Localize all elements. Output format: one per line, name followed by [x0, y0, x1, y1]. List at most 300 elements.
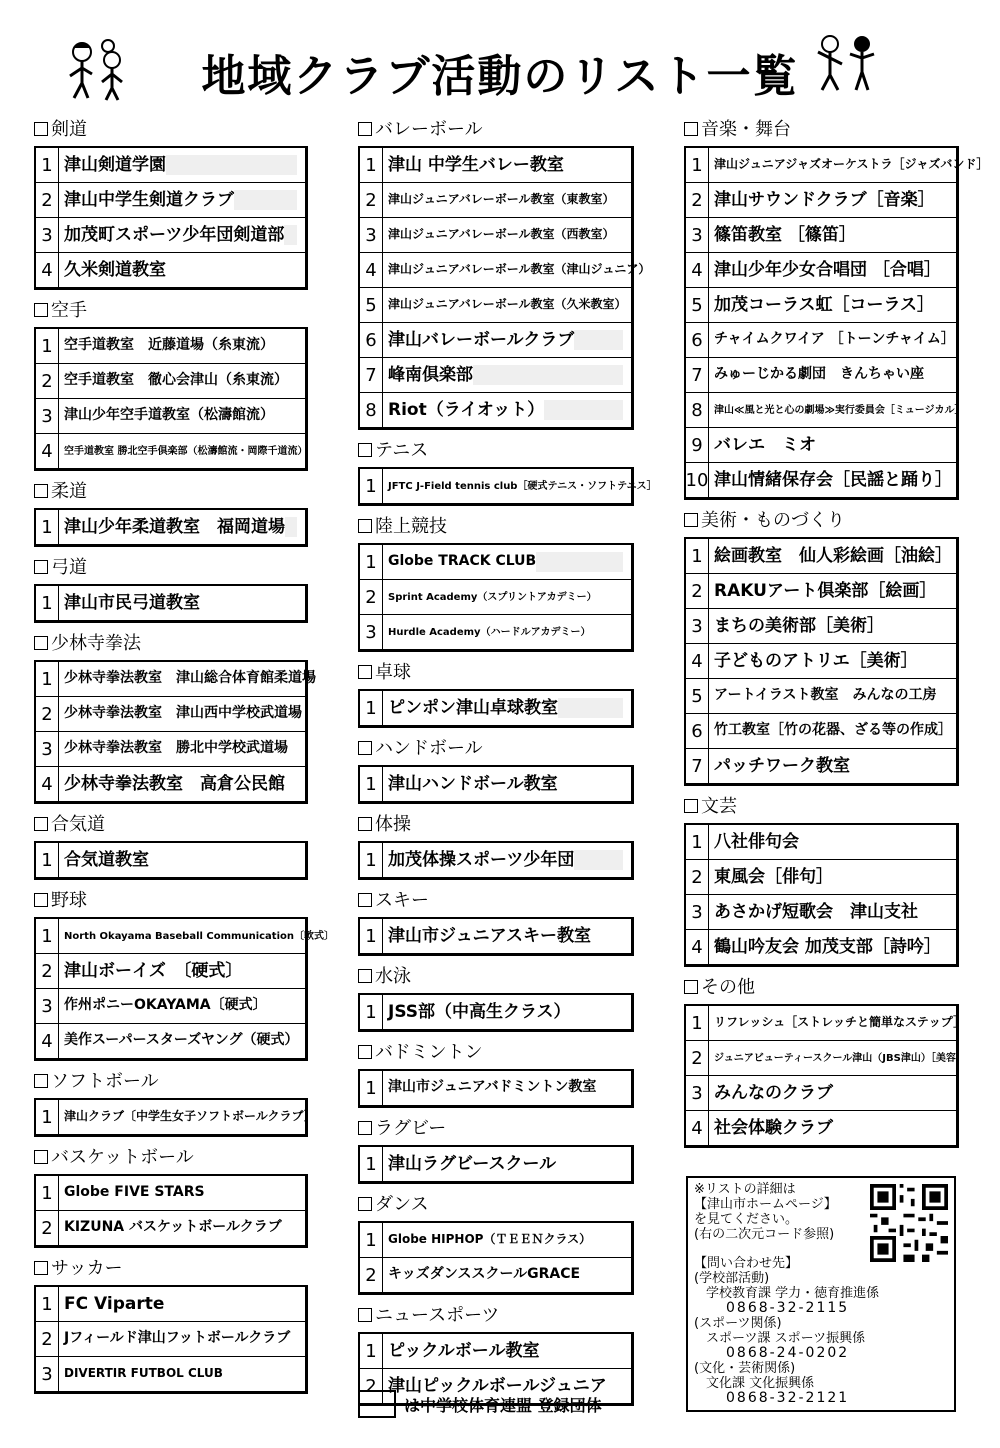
- legend-swatch: [358, 1390, 396, 1418]
- club-number: 1: [360, 767, 383, 801]
- club-row: [686, 1076, 956, 1111]
- club-row: [360, 148, 631, 183]
- club-name: まちの美術部［美術］: [714, 615, 884, 636]
- contact-1-heading: (学校部活動): [694, 1271, 770, 1286]
- club-number: 2: [686, 1041, 709, 1075]
- club-number: 3: [686, 218, 709, 252]
- club-name: 津山バレーボールクラブ: [388, 329, 575, 350]
- club-row: [360, 919, 631, 953]
- club-name: 少林寺拳法教室 高倉公民館: [64, 773, 285, 794]
- club-name: 加茂体操スポーツ少年団: [388, 849, 575, 870]
- section-title: 剣道: [51, 119, 87, 140]
- club-number: 1: [360, 469, 383, 503]
- club-row: [686, 574, 956, 609]
- club-list: [358, 765, 634, 804]
- club-row: [360, 580, 631, 615]
- registered-marker: [285, 517, 297, 537]
- contact-1-dept: 学校教育課 学力・徳育推進係: [706, 1286, 880, 1301]
- club-name: North Okayama Baseball Communication〔軟式〕: [64, 930, 334, 942]
- section-heading: [358, 737, 634, 761]
- club-number: 1: [36, 1176, 59, 1210]
- club-number: 1: [36, 586, 59, 620]
- club-row: [360, 288, 631, 323]
- section-title: 水泳: [375, 966, 411, 987]
- section-title: 音楽・舞台: [701, 119, 791, 140]
- section-title: バスケットボール: [51, 1147, 194, 1168]
- club-list: [34, 1098, 316, 1137]
- section-heading: [358, 1117, 634, 1141]
- club-row: [360, 1071, 631, 1105]
- checkbox-icon[interactable]: [358, 519, 372, 533]
- section-title: ハンドボール: [375, 738, 483, 759]
- club-row: [686, 358, 956, 393]
- section-title: 卓球: [375, 662, 411, 683]
- section-title: スキー: [375, 890, 429, 911]
- checkbox-icon[interactable]: [358, 1197, 372, 1211]
- club-name: 津山ジュニアバレーボール教室（津山ジュニア）: [388, 262, 651, 277]
- club-name: JFTC J-Field tennis club［硬式テニス・ソフトテニス］: [388, 480, 657, 492]
- club-number: 1: [360, 691, 383, 725]
- club-row: [360, 1334, 631, 1369]
- section-heading: [34, 299, 308, 323]
- club-number: 4: [36, 253, 59, 287]
- section-heading: [358, 889, 634, 913]
- club-row: [686, 539, 956, 574]
- club-list: [358, 146, 651, 430]
- club-name: アートイラスト教室 みんなの工房: [714, 687, 937, 704]
- section-heading: [34, 1257, 308, 1281]
- checkbox-icon[interactable]: [358, 741, 372, 755]
- kids-illustration-right-icon: [810, 30, 880, 95]
- club-name: Jフィールド津山フットボールクラブ: [64, 1330, 291, 1347]
- club-name: 少林寺拳法教室 津山西中学校武道場: [64, 705, 302, 722]
- club-name: 津山ハンドボール教室: [388, 773, 558, 794]
- club-number: 2: [36, 1322, 59, 1356]
- section-heading: [358, 439, 634, 463]
- club-row: [686, 609, 956, 644]
- club-row: [36, 364, 305, 399]
- registered-marker: [558, 698, 623, 718]
- club-name: 津山ジュニアジャズオーケストラ［ジャズバンド］: [714, 157, 989, 172]
- club-number: 4: [686, 930, 709, 964]
- checkbox-icon[interactable]: [358, 817, 372, 831]
- club-row: [686, 644, 956, 679]
- section-title: 弓道: [51, 557, 87, 578]
- club-name: 津山情緒保存会［民謡と踊り］: [714, 469, 952, 490]
- club-number: 7: [686, 358, 709, 392]
- club-number: 1: [36, 1100, 59, 1134]
- club-number: 2: [36, 364, 59, 398]
- club-number: 3: [36, 732, 59, 766]
- club-number: 4: [686, 253, 709, 287]
- section-title: その他: [701, 977, 755, 998]
- club-name: 篠笛教室 ［篠笛］: [714, 224, 856, 245]
- club-name: バレエ ミオ: [714, 434, 816, 455]
- info-line-4: (右の二次元コード参照): [694, 1227, 835, 1242]
- registered-marker: [234, 190, 297, 210]
- club-list: [358, 1145, 634, 1184]
- club-number: 1: [360, 995, 383, 1029]
- section-heading: [684, 976, 959, 1000]
- club-number: 1: [360, 1147, 383, 1181]
- section-heading: [358, 1193, 634, 1217]
- club-name: FC Viparte: [64, 1293, 165, 1314]
- section-heading: [34, 889, 308, 913]
- club-name: 加茂コーラス虹［コーラス］: [714, 294, 934, 315]
- checkbox-icon[interactable]: [34, 1261, 48, 1275]
- club-name: 津山剣道学園: [64, 154, 166, 175]
- club-number: 2: [360, 183, 383, 217]
- club-number: 1: [36, 662, 59, 696]
- club-number: 6: [686, 323, 709, 357]
- club-list: [358, 841, 634, 880]
- checkbox-icon[interactable]: [358, 443, 372, 457]
- club-name: 竹工教室［竹の花器、ざる等の作成］: [714, 722, 952, 739]
- club-row: [36, 1211, 305, 1245]
- club-row: [360, 469, 657, 503]
- club-row: [36, 1287, 305, 1322]
- section-title: 文芸: [701, 796, 737, 817]
- qr-code-icon[interactable]: [870, 1184, 948, 1262]
- registered-marker: [544, 400, 623, 420]
- club-number: 4: [36, 434, 59, 468]
- club-row: [686, 1041, 966, 1076]
- club-row: [360, 393, 631, 427]
- club-name: 少林寺拳法教室 津山総合体育館柔道場: [64, 670, 316, 687]
- club-row: [686, 895, 956, 930]
- club-row: [36, 253, 305, 287]
- club-name: Hurdle Academy（ハードルアカデミー）: [388, 626, 591, 638]
- club-name: 津山≪風と光と心の劇場≫実行委員会［ミュージカル］: [714, 404, 965, 416]
- club-number: 3: [686, 1076, 709, 1110]
- club-row: [686, 679, 956, 714]
- club-number: 4: [360, 253, 383, 287]
- section-title: ニュースポーツ: [375, 1305, 500, 1326]
- club-row: [36, 329, 305, 364]
- club-list: [34, 1174, 308, 1248]
- club-name: 津山ラグビースクール: [388, 1153, 557, 1174]
- contact-3-phone[interactable]: 0868-32-2121: [726, 1390, 850, 1406]
- club-number: 3: [686, 895, 709, 929]
- checkbox-icon[interactable]: [684, 980, 698, 994]
- section-heading: [34, 1070, 308, 1094]
- club-row: [36, 989, 305, 1024]
- registered-marker: [166, 155, 297, 175]
- club-name: 絵画教室 仙人彩絵画［油絵］: [714, 545, 952, 566]
- club-row: [360, 358, 631, 393]
- section-title: 少林寺拳法: [51, 633, 141, 654]
- club-number: 1: [360, 919, 383, 953]
- checkbox-icon[interactable]: [34, 817, 48, 831]
- club-name: 津山市民弓道教室: [64, 592, 200, 613]
- club-name: RAKUアート倶楽部［絵画］: [714, 580, 937, 601]
- checkbox-icon[interactable]: [358, 969, 372, 983]
- info-box: [686, 1176, 956, 1412]
- club-number: 3: [36, 1357, 59, 1391]
- club-number: 1: [360, 1223, 383, 1257]
- club-row: [36, 218, 305, 253]
- section-title: 陸上競技: [375, 516, 447, 537]
- club-name: 八社俳句会: [714, 831, 799, 852]
- club-row: [360, 1223, 631, 1258]
- checkbox-icon[interactable]: [34, 1074, 48, 1088]
- club-number: 1: [360, 545, 383, 579]
- checkbox-icon[interactable]: [358, 1308, 372, 1322]
- club-list: [358, 1221, 634, 1295]
- section-title: バドミントン: [375, 1042, 483, 1063]
- club-number: 1: [360, 148, 383, 182]
- club-list: [34, 1285, 308, 1394]
- club-name: ピンポン津山卓球教室: [388, 697, 558, 718]
- section-title: 野球: [51, 890, 87, 911]
- checkbox-icon[interactable]: [358, 1121, 372, 1135]
- club-number: 2: [36, 1211, 59, 1245]
- club-row: [36, 697, 305, 732]
- club-row: [686, 930, 956, 964]
- club-name: 少林寺拳法教室 勝北中学校武道場: [64, 740, 288, 757]
- section-title: テニス: [375, 440, 429, 461]
- club-row: [360, 1147, 631, 1181]
- section-heading: [34, 556, 308, 580]
- club-name: Globe FIVE STARS: [64, 1184, 205, 1201]
- club-row: [36, 919, 334, 954]
- club-number: 1: [686, 148, 709, 182]
- club-row: [686, 393, 965, 428]
- section-heading: [358, 813, 634, 837]
- club-list: [34, 327, 308, 471]
- club-name: 空手道教室 徹心会津山（糸東流）: [64, 372, 288, 389]
- checkbox-icon[interactable]: [34, 1150, 48, 1164]
- club-number: 1: [686, 825, 709, 859]
- checkbox-icon[interactable]: [34, 303, 48, 317]
- club-name: 子どものアトリエ［美術］: [714, 650, 918, 671]
- club-number: 7: [686, 749, 709, 783]
- club-row: [686, 463, 956, 497]
- club-row: [36, 148, 305, 183]
- club-row: [36, 1322, 305, 1357]
- column-3: [684, 118, 989, 1157]
- club-name: 津山ジュニアバレーボール教室（東教室）: [388, 192, 615, 207]
- section-title: 空手: [51, 300, 87, 321]
- club-name: 鶴山吟友会 加茂支部［詩吟］: [714, 936, 941, 957]
- checkbox-icon[interactable]: [34, 893, 48, 907]
- checkbox-icon[interactable]: [34, 484, 48, 498]
- club-number: 1: [360, 843, 383, 877]
- section-heading: [34, 632, 308, 656]
- contact-heading: 【問い合わせ先】: [694, 1256, 799, 1271]
- club-row: [686, 1006, 966, 1041]
- checkbox-icon[interactable]: [358, 1045, 372, 1059]
- section-heading: [358, 661, 634, 685]
- club-name: JSS部（中高生クラス）: [388, 1001, 571, 1022]
- section-title: ダンス: [375, 1194, 429, 1215]
- club-row: [686, 253, 956, 288]
- contact-2-dept: スポーツ課 スポーツ振興係: [706, 1331, 866, 1346]
- club-number: 8: [686, 393, 709, 427]
- checkbox-icon[interactable]: [684, 799, 698, 813]
- club-row: [36, 1100, 316, 1134]
- club-name: パッチワーク教室: [714, 755, 850, 776]
- club-row: [360, 545, 631, 580]
- club-row: [360, 615, 631, 649]
- registered-marker: [574, 850, 623, 870]
- club-name: 津山クラブ〔中学生女子ソフトボールクラブ〕: [64, 1109, 316, 1124]
- club-name: 作州ポニーOKAYAMA〔硬式〕: [64, 997, 267, 1014]
- club-number: 2: [36, 183, 59, 217]
- club-name: 津山 中学生バレー教室: [388, 154, 564, 175]
- club-row: [686, 288, 956, 323]
- club-name: みゅーじかる劇団 きんちゃい座: [714, 366, 924, 383]
- club-number: 2: [686, 574, 709, 608]
- club-number: 2: [686, 860, 709, 894]
- club-row: [36, 510, 305, 544]
- club-number: 4: [36, 1024, 59, 1058]
- checkbox-icon[interactable]: [684, 122, 698, 136]
- section-heading: [34, 1146, 308, 1170]
- club-number: 7: [360, 358, 383, 392]
- club-number: 1: [360, 1334, 383, 1368]
- club-row: [686, 714, 956, 749]
- club-number: 9: [686, 428, 709, 462]
- club-row: [36, 1176, 305, 1211]
- club-number: 5: [360, 288, 383, 322]
- club-list: [684, 823, 959, 967]
- checkbox-icon[interactable]: [358, 665, 372, 679]
- club-row: [36, 586, 305, 620]
- club-name: ジュニアビューティースクール津山（JBS津山）［美容］: [714, 1052, 966, 1064]
- club-name: リフレッシュ［ストレッチと簡単なステップ］: [714, 1015, 966, 1030]
- club-list: [358, 993, 634, 1032]
- club-list: [684, 146, 989, 500]
- club-row: [36, 434, 308, 468]
- checkbox-icon[interactable]: [358, 893, 372, 907]
- club-row: [360, 995, 631, 1029]
- club-number: 10: [686, 463, 709, 497]
- club-list: [684, 1004, 966, 1148]
- section-title: 柔道: [51, 481, 87, 502]
- club-name: DIVERTIR FUTBOL CLUB: [64, 1366, 223, 1381]
- club-name: 津山少年柔道教室 福岡道場: [64, 516, 285, 537]
- checkbox-icon[interactable]: [34, 122, 48, 136]
- club-row: [360, 253, 651, 288]
- contact-2-heading: (スポーツ関係): [694, 1316, 782, 1331]
- club-row: [686, 749, 956, 783]
- club-row: [360, 218, 631, 253]
- club-name: 合気道教室: [64, 849, 149, 870]
- club-number: 6: [360, 323, 383, 357]
- club-name: 加茂町スポーツ少年団剣道部: [64, 224, 285, 245]
- registered-marker: [574, 330, 623, 350]
- section-heading: [684, 118, 959, 142]
- club-row: [36, 399, 305, 434]
- club-number: 1: [686, 1006, 709, 1040]
- club-list: [34, 146, 308, 290]
- column-2: [358, 118, 657, 1415]
- club-list: [34, 584, 308, 623]
- club-row: [36, 1357, 305, 1391]
- section-heading: [34, 480, 308, 504]
- section-title: 美術・ものづくり: [701, 510, 845, 531]
- club-row: [686, 148, 989, 183]
- checkbox-icon[interactable]: [684, 513, 698, 527]
- club-list: [34, 508, 308, 547]
- club-name: Globe HIPHOP（ＴＥＥＮクラス）: [388, 1232, 592, 1247]
- registered-marker: [536, 552, 623, 572]
- club-name: 津山ジュニアバレーボール教室（久米教室）: [388, 297, 627, 312]
- club-name: 空手道教室 勝北空手倶楽部（松濤館流・岡際千道流）: [64, 445, 308, 457]
- club-row: [686, 218, 956, 253]
- club-row: [686, 183, 956, 218]
- column-1: [34, 118, 334, 1403]
- club-list: [358, 917, 634, 956]
- club-number: 1: [36, 510, 59, 544]
- checkbox-icon[interactable]: [358, 122, 372, 136]
- club-row: [360, 1258, 631, 1292]
- section-heading: [684, 795, 959, 819]
- checkbox-icon[interactable]: [34, 560, 48, 574]
- club-name: Riot（ライオット）: [388, 399, 545, 420]
- section-title: 合気道: [51, 814, 105, 835]
- club-row: [36, 183, 305, 218]
- section-title: バレーボール: [375, 119, 483, 140]
- club-row: [36, 732, 305, 767]
- club-row: [686, 428, 956, 463]
- page-title: 地域クラブ活動のリスト一覧: [201, 51, 799, 102]
- club-number: 3: [36, 218, 59, 252]
- club-row: [36, 843, 305, 877]
- club-number: 3: [36, 989, 59, 1023]
- section-heading: [358, 1041, 634, 1065]
- club-row: [686, 825, 956, 860]
- club-name: 津山ピックルボールジュニア: [388, 1375, 607, 1396]
- club-name: 津山少年空手道教室（松濤館流）: [64, 407, 274, 424]
- club-number: 1: [686, 539, 709, 573]
- section-heading: [684, 509, 959, 533]
- contact-2-phone[interactable]: 0868-24-0202: [726, 1345, 850, 1361]
- contact-3-heading: (文化・芸術関係): [694, 1361, 796, 1376]
- registered-marker: [284, 225, 297, 245]
- club-number: 4: [36, 767, 59, 801]
- checkbox-icon[interactable]: [34, 636, 48, 650]
- club-list: [358, 1069, 634, 1108]
- club-row: [36, 662, 316, 697]
- club-number: 1: [36, 919, 59, 953]
- club-row: [360, 323, 631, 358]
- club-name: ピックルボール教室: [388, 1340, 540, 1361]
- contact-3-dept: 文化課 文化振興係: [706, 1376, 815, 1391]
- club-number: 4: [686, 644, 709, 678]
- club-number: 2: [360, 1369, 383, 1403]
- info-line-3: を見てください。: [694, 1212, 799, 1227]
- club-number: 5: [686, 679, 709, 713]
- club-number: 3: [360, 615, 383, 649]
- club-list: [684, 537, 959, 786]
- info-line-2[interactable]: 【津山市ホームページ】: [694, 1197, 837, 1212]
- club-row: [360, 691, 631, 725]
- contact-1-phone[interactable]: 0868-32-2115: [726, 1300, 850, 1316]
- club-row: [686, 323, 956, 358]
- club-name: KIZUNA バスケットボールクラブ: [64, 1219, 282, 1236]
- club-row: [36, 954, 305, 989]
- club-row: [36, 1024, 305, 1058]
- club-number: 2: [360, 1258, 383, 1292]
- section-title: 体操: [375, 814, 411, 835]
- club-row: [36, 767, 305, 801]
- section-title: ソフトボール: [51, 1071, 159, 1092]
- club-number: 6: [686, 714, 709, 748]
- club-name: 社会体験クラブ: [714, 1117, 833, 1138]
- club-name: 津山ボーイズ 〔硬式〕: [64, 960, 243, 981]
